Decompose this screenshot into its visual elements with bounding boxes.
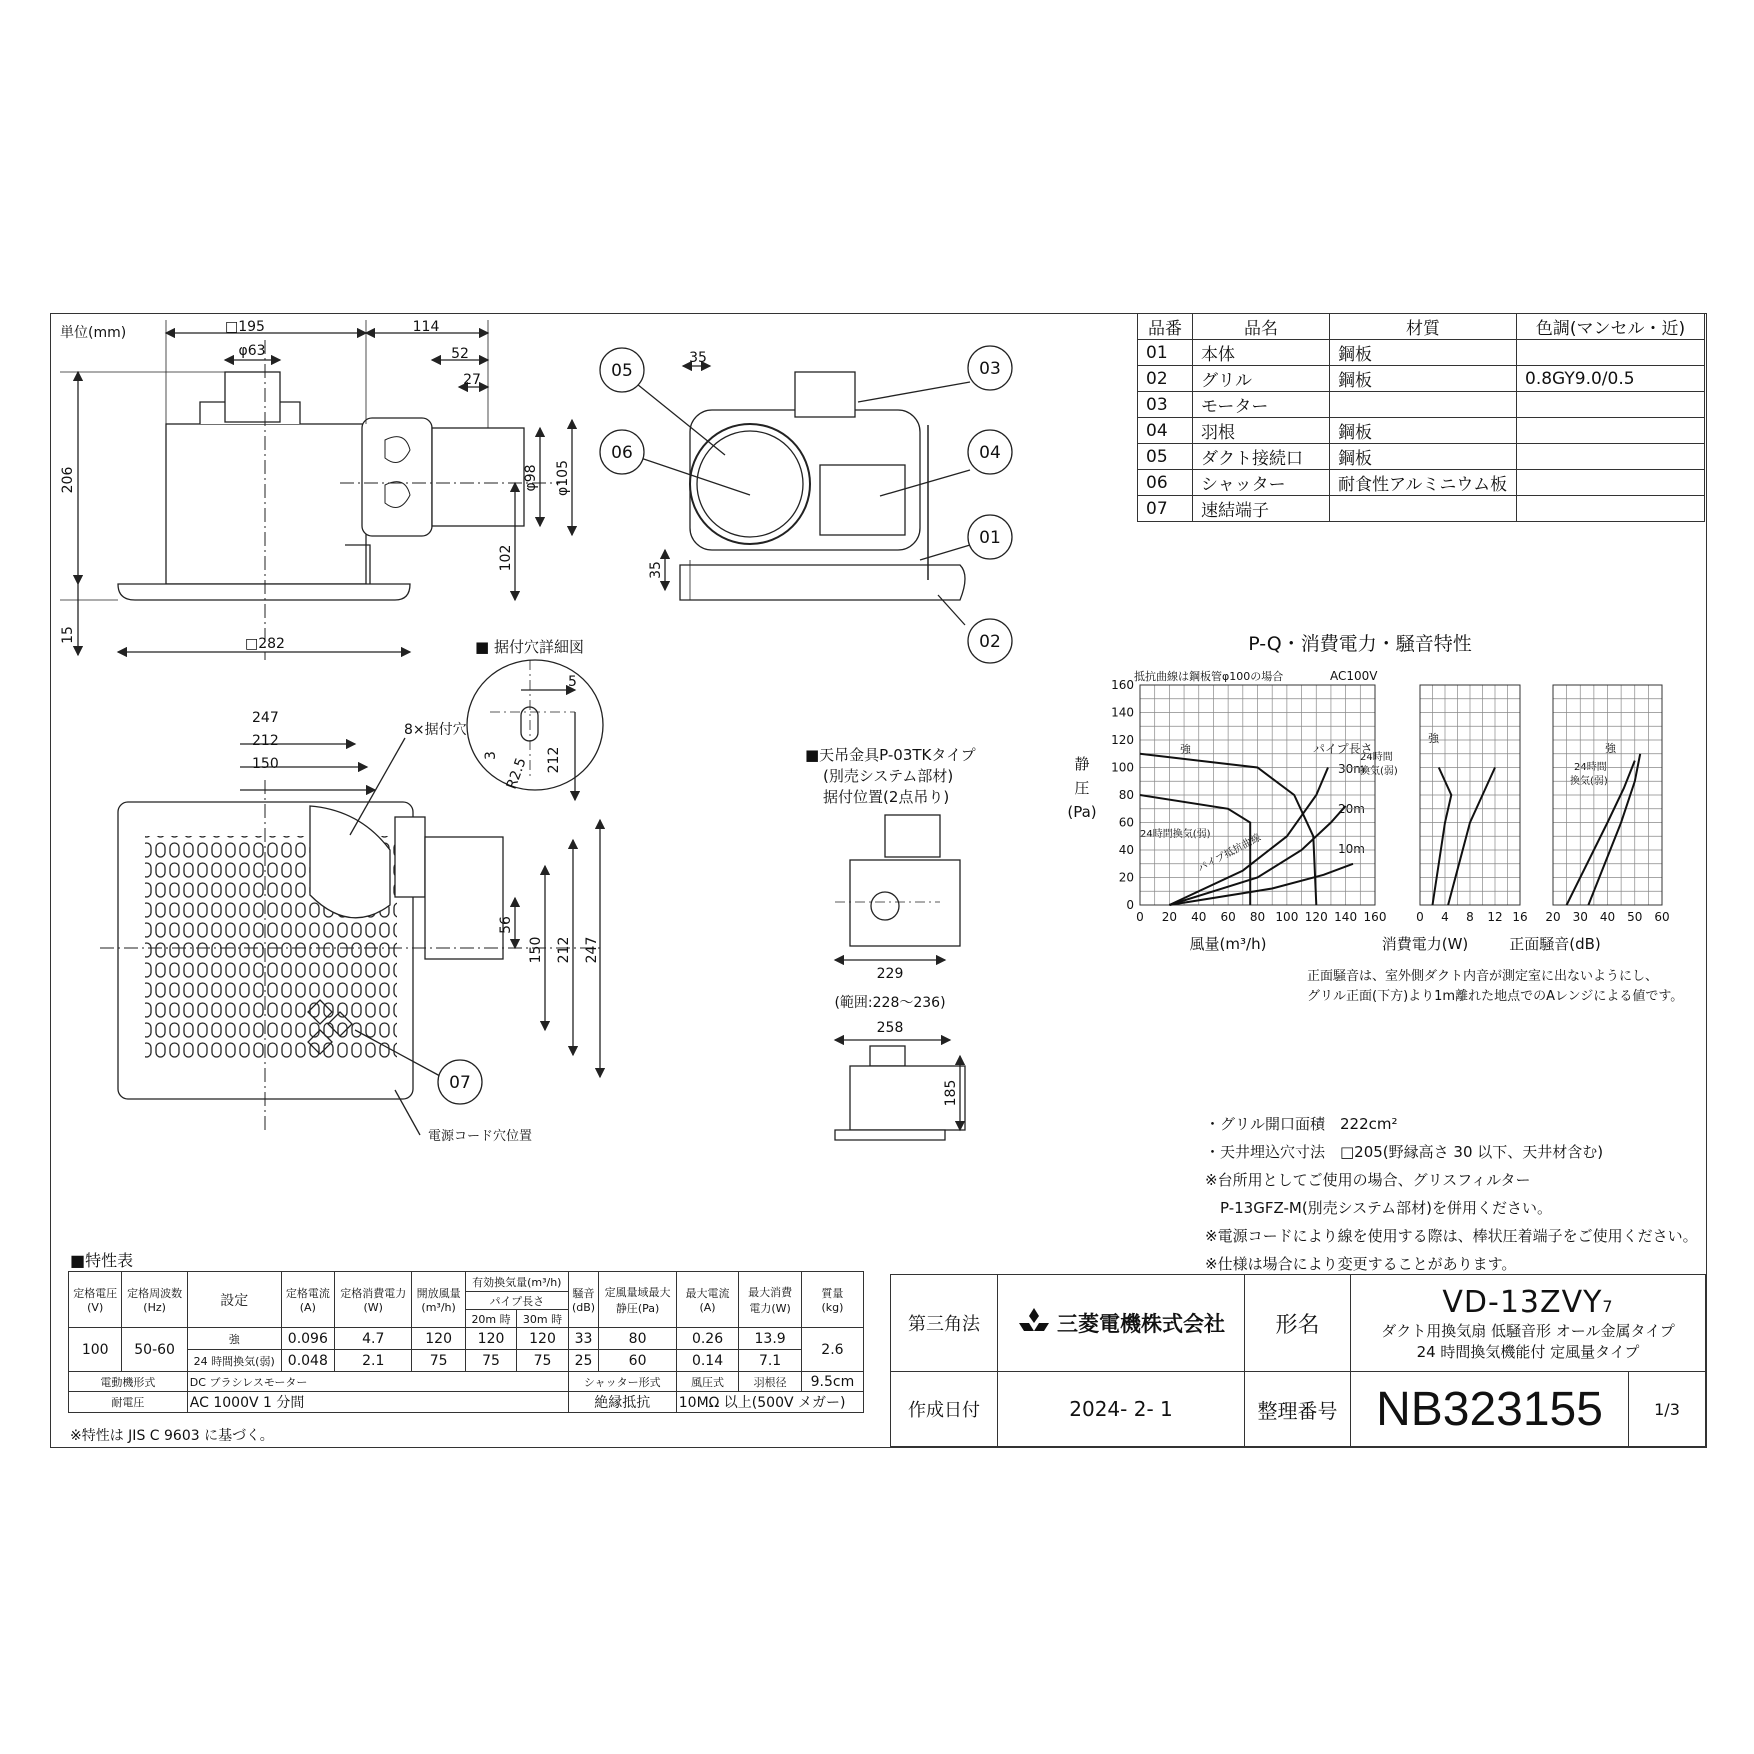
part-no: 06 bbox=[1138, 470, 1193, 496]
x-tick-label: 16 bbox=[1512, 910, 1528, 924]
dim-185: 185 bbox=[943, 1079, 959, 1107]
x-tick-label: 60 bbox=[1654, 910, 1670, 924]
blade-value: 9.5cm bbox=[801, 1372, 863, 1392]
h-20m: 20m 時 bbox=[465, 1310, 516, 1328]
part-material: 鋼板 bbox=[1330, 444, 1517, 470]
part-color bbox=[1517, 496, 1705, 522]
y-tick-label: 60 bbox=[1118, 815, 1134, 830]
insulation-label: 絶縁抵抗 bbox=[568, 1392, 676, 1413]
svg-text:05: 05 bbox=[611, 361, 633, 381]
label-20m: 20m bbox=[1338, 802, 1365, 816]
part-material bbox=[1330, 496, 1517, 522]
spec-power: 4.7 bbox=[335, 1328, 412, 1350]
model-desc-2: 24 時間換気機能付 定風量タイプ bbox=[1416, 1342, 1640, 1361]
part-color bbox=[1517, 470, 1705, 496]
part-no: 02 bbox=[1138, 366, 1193, 392]
dim-56: 56 bbox=[498, 916, 514, 934]
dim-102: 102 bbox=[498, 544, 514, 572]
model-info bbox=[1351, 1275, 1706, 1372]
dim-27: 27 bbox=[463, 372, 481, 388]
part-material: 鋼板 bbox=[1330, 418, 1517, 444]
projection-label: 第三角法 bbox=[891, 1275, 998, 1372]
part-material: 鋼板 bbox=[1330, 340, 1517, 366]
date-value: 2024- 2- 1 bbox=[998, 1372, 1245, 1447]
x-tick-label: 30 bbox=[1572, 910, 1588, 924]
x-tick-label: 20 bbox=[1545, 910, 1561, 924]
x-tick-label: 12 bbox=[1487, 910, 1503, 924]
dim-15: 15 bbox=[60, 626, 76, 644]
y-label-2: 圧 bbox=[1074, 779, 1090, 797]
x-tick-label: 50 bbox=[1627, 910, 1643, 924]
spec-20m: 75 bbox=[465, 1350, 516, 1372]
y-tick-label: 40 bbox=[1118, 843, 1134, 857]
page-number: 1/3 bbox=[1629, 1372, 1706, 1447]
svg-text:01: 01 bbox=[979, 528, 1001, 548]
side-view bbox=[632, 366, 970, 625]
dim-5: 5 bbox=[568, 674, 577, 690]
company-label: 三菱電機株式会社 bbox=[1057, 1312, 1225, 1336]
dim-212-v: 212 bbox=[556, 936, 572, 964]
shutter-label: シャッター形式 bbox=[568, 1372, 676, 1392]
spec-footnote: ※特性は JIS C 9603 に基づく。 bbox=[70, 1428, 274, 1444]
svg-text:07: 07 bbox=[449, 1073, 471, 1093]
spec-row-withstand bbox=[69, 1392, 864, 1413]
note-6: ※仕様は場合により変更することがあります。 bbox=[1205, 1255, 1517, 1273]
parts-header-no: 品番 bbox=[1138, 314, 1193, 340]
x-tick-label: 120 bbox=[1304, 910, 1328, 924]
svg-text:03: 03 bbox=[979, 359, 1001, 379]
note-4: P-13GFZ-M(別売システム部材)を併用ください。 bbox=[1205, 1199, 1553, 1217]
dim-150-h: 150 bbox=[252, 756, 279, 772]
spec-open: 120 bbox=[412, 1328, 465, 1350]
parts-row bbox=[1138, 340, 1705, 366]
x-tick-label: 40 bbox=[1191, 910, 1207, 924]
motor-label: 電動機形式 bbox=[69, 1372, 188, 1392]
h-max-power: 最大消費 電力(W) bbox=[739, 1272, 802, 1328]
label-strong: 強 bbox=[1180, 743, 1191, 756]
power-label-strong: 強 bbox=[1428, 732, 1439, 745]
chart-subtitle: 抵抗曲線は鋼板管φ100の場合 bbox=[1134, 670, 1284, 683]
spec-setting: 24 時間換気(弱) bbox=[187, 1350, 281, 1372]
h-pipe-len: パイプ長さ bbox=[465, 1292, 568, 1310]
insulation-value: 10MΩ 以上(500V メガー) bbox=[676, 1392, 863, 1413]
dim-phi98: φ98 bbox=[523, 464, 539, 492]
parts-table bbox=[1137, 313, 1705, 522]
noise-x-label: 正面騒音(dB) bbox=[1509, 935, 1601, 953]
spec-current: 0.096 bbox=[281, 1328, 334, 1350]
svg-text:02: 02 bbox=[979, 632, 1001, 652]
y-tick-label: 20 bbox=[1118, 870, 1134, 885]
dim-247-h: 247 bbox=[252, 710, 279, 726]
mount-hole-detail bbox=[467, 660, 603, 800]
model-label: 形名 bbox=[1245, 1275, 1351, 1372]
y-label-1: 静 bbox=[1074, 755, 1090, 773]
power-x-label: 消費電力(W) bbox=[1381, 935, 1469, 953]
spec-open: 75 bbox=[412, 1350, 465, 1372]
callout-05 bbox=[600, 348, 644, 392]
noise-note-1: 正面騒音は、室外側ダクト内音が測定室に出ないようにし、 bbox=[1307, 969, 1659, 984]
y-tick-label: 100 bbox=[1111, 760, 1134, 775]
model-name: VD-13ZVY7 bbox=[1442, 1284, 1614, 1320]
dim-212-detail: 212 bbox=[546, 746, 562, 774]
callout-03 bbox=[968, 346, 1012, 390]
svg-text:04: 04 bbox=[979, 443, 1001, 463]
noise-note-2: グリル正面(下方)より1m離れた地点でのAレンジによる値です。 bbox=[1307, 989, 1684, 1004]
part-no: 05 bbox=[1138, 444, 1193, 470]
dim-range: (範囲:228～236) bbox=[834, 995, 946, 1011]
motor-value: DC ブラシレスモーター bbox=[187, 1372, 568, 1392]
part-color bbox=[1517, 340, 1705, 366]
spec-row-weak bbox=[69, 1350, 864, 1372]
note-5: ※電源コードにより線を使用する際は、棒状圧着端子をご使用ください。 bbox=[1205, 1227, 1698, 1245]
spec-freq: 50-60 bbox=[122, 1328, 187, 1372]
h-const-press: 定風量域最大 静圧(Pa) bbox=[599, 1272, 676, 1328]
spec-max-current: 0.26 bbox=[676, 1328, 739, 1350]
dim-282: □282 bbox=[245, 636, 285, 652]
noise-label-24h-a: 24時間 bbox=[1574, 762, 1607, 773]
callout-02 bbox=[968, 619, 1012, 663]
parts-row bbox=[1138, 366, 1705, 392]
part-color bbox=[1517, 392, 1705, 418]
spec-max-current: 0.14 bbox=[676, 1350, 739, 1372]
callout-01 bbox=[968, 515, 1012, 559]
h-open-flow: 開放風量 (m³/h) bbox=[412, 1272, 465, 1328]
y-tick-label: 160 bbox=[1111, 678, 1134, 692]
label-30m: 30m bbox=[1338, 762, 1365, 776]
note-3: ※台所用としてご使用の場合、グリスフィルター bbox=[1205, 1171, 1531, 1189]
hanger-sub1: (別売システム部材) bbox=[823, 767, 954, 785]
parts-row bbox=[1138, 470, 1705, 496]
x-tick-label: 60 bbox=[1220, 910, 1236, 924]
number-label: 整理番号 bbox=[1245, 1372, 1351, 1447]
mount-hole-title: ■ 据付穴詳細図 bbox=[475, 638, 584, 656]
spec-press: 60 bbox=[599, 1350, 676, 1372]
part-name: 速結端子 bbox=[1193, 496, 1330, 522]
y-tick-label: 140 bbox=[1111, 705, 1134, 720]
x-tick-label: 0 bbox=[1416, 910, 1424, 924]
chart-supply: AC100V bbox=[1330, 669, 1378, 683]
part-no: 01 bbox=[1138, 340, 1193, 366]
dim-35-top: 35 bbox=[689, 350, 707, 366]
shutter-value: 風圧式 bbox=[676, 1372, 739, 1392]
dim-35-side: 35 bbox=[648, 561, 664, 579]
y-tick-label: 0 bbox=[1126, 898, 1134, 912]
x-tick-label: 140 bbox=[1334, 910, 1358, 924]
note-2: ・天井埋込穴寸法 □205(野縁高さ 30 以下、天井材含む) bbox=[1205, 1143, 1604, 1161]
dim-247-v: 247 bbox=[584, 936, 600, 964]
model-desc-1: ダクト用換気扇 低騒音形 オール金属タイプ bbox=[1381, 1321, 1675, 1340]
spec-30m: 120 bbox=[517, 1328, 568, 1350]
h-power: 定格消費電力 (W) bbox=[335, 1272, 412, 1328]
pq-x-label: 風量(m³/h) bbox=[1189, 935, 1267, 953]
dim-195: □195 bbox=[225, 319, 265, 335]
withstand-value: AC 1000V 1 分間 bbox=[187, 1392, 568, 1413]
power-label-24h-b: 換気(弱) bbox=[1360, 766, 1398, 777]
h-mass: 質量 (kg) bbox=[801, 1272, 863, 1328]
part-color bbox=[1517, 444, 1705, 470]
unit-label: 単位(mm) bbox=[60, 325, 127, 341]
x-tick-label: 8 bbox=[1466, 910, 1474, 924]
withstand-label: 耐電圧 bbox=[69, 1392, 188, 1413]
y-tick-label: 120 bbox=[1111, 733, 1134, 747]
part-name: 羽根 bbox=[1193, 418, 1330, 444]
part-material: 鋼板 bbox=[1330, 366, 1517, 392]
h-max-current: 最大電流 (A) bbox=[676, 1272, 739, 1328]
dim-3: 3 bbox=[483, 751, 499, 760]
spec-max-power: 13.9 bbox=[739, 1328, 802, 1350]
callout-04 bbox=[968, 430, 1012, 474]
part-no: 07 bbox=[1138, 496, 1193, 522]
series-line-0-4 bbox=[1169, 864, 1353, 905]
part-name: 本体 bbox=[1193, 340, 1330, 366]
x-tick-label: 100 bbox=[1275, 910, 1299, 924]
h-eff-flow: 有効換気量(m³/h) bbox=[465, 1272, 568, 1292]
spec-current: 0.048 bbox=[281, 1350, 334, 1372]
h-setting: 設定 bbox=[187, 1272, 281, 1328]
parts-row bbox=[1138, 496, 1705, 522]
y-tick-label: 80 bbox=[1118, 788, 1134, 802]
date-label: 作成日付 bbox=[891, 1372, 998, 1447]
part-color: 0.8GY9.0/0.5 bbox=[1517, 366, 1705, 392]
part-color bbox=[1517, 418, 1705, 444]
dim-258: 258 bbox=[876, 1020, 904, 1036]
h-30m: 30m 時 bbox=[517, 1310, 568, 1328]
cord-hole-label: 電源コード穴位置 bbox=[428, 1129, 533, 1144]
spec-noise: 25 bbox=[568, 1350, 599, 1372]
spec-press: 80 bbox=[599, 1328, 676, 1350]
chart-title: P-Q・消費電力・騒音特性 bbox=[1248, 633, 1472, 655]
model-suffix: 7 bbox=[1602, 1296, 1614, 1316]
spec-voltage: 100 bbox=[69, 1328, 122, 1372]
parts-header-color: 色調(マンセル・近) bbox=[1517, 314, 1705, 340]
spec-table bbox=[68, 1271, 864, 1413]
label-pipe-length: パイプ長さ bbox=[1313, 742, 1373, 756]
x-tick-label: 20 bbox=[1161, 910, 1178, 924]
hanger-sub2: 据付位置(2点吊り) bbox=[823, 788, 950, 806]
part-name: シャッター bbox=[1193, 470, 1330, 496]
part-material bbox=[1330, 392, 1517, 418]
hanger-title: ■天吊金具P-03TKタイプ bbox=[805, 746, 976, 764]
company-name bbox=[998, 1275, 1245, 1372]
bottom-view bbox=[100, 738, 600, 1135]
power-label-24h-a: 24時間 bbox=[1360, 752, 1393, 763]
drawing-number: NB323155 bbox=[1351, 1372, 1629, 1447]
spec-30m: 75 bbox=[517, 1350, 568, 1372]
spec-mass: 2.6 bbox=[801, 1328, 863, 1372]
noise-label-24h-b: 換気(弱) bbox=[1570, 776, 1608, 787]
part-name: ダクト接続口 bbox=[1193, 444, 1330, 470]
parts-row bbox=[1138, 418, 1705, 444]
parts-row bbox=[1138, 444, 1705, 470]
spec-row-motor bbox=[69, 1372, 864, 1392]
callout-06 bbox=[600, 430, 644, 474]
label-24h: 24時間換気(弱) bbox=[1140, 829, 1211, 840]
dim-206: 206 bbox=[60, 466, 76, 494]
dim-52: 52 bbox=[451, 346, 469, 362]
spec-power: 2.1 bbox=[335, 1350, 412, 1372]
dim-229: 229 bbox=[876, 966, 904, 982]
callout-07 bbox=[438, 1060, 482, 1104]
dim-212-h: 212 bbox=[252, 733, 279, 749]
part-no: 03 bbox=[1138, 392, 1193, 418]
x-tick-label: 4 bbox=[1441, 910, 1449, 924]
label-10m: 10m bbox=[1338, 842, 1365, 856]
dim-phi63: φ63 bbox=[238, 343, 266, 359]
part-name: モーター bbox=[1193, 392, 1330, 418]
title-block bbox=[890, 1274, 1706, 1447]
front-view bbox=[60, 320, 572, 660]
h-noise: 騒音 (dB) bbox=[568, 1272, 599, 1328]
x-tick-label: 40 bbox=[1599, 910, 1616, 924]
y-label-3: (Pa) bbox=[1067, 803, 1097, 821]
spec-setting: 強 bbox=[187, 1328, 281, 1350]
spec-title: ■特性表 bbox=[70, 1251, 134, 1270]
x-tick-label: 80 bbox=[1249, 910, 1266, 924]
h-freq: 定格周波数 (Hz) bbox=[122, 1272, 187, 1328]
part-no: 04 bbox=[1138, 418, 1193, 444]
label-pipe-curve: パイプ抵抗曲線 bbox=[1196, 832, 1263, 875]
mitsubishi-logo-icon bbox=[1017, 1308, 1051, 1338]
dim-phi105: φ105 bbox=[555, 460, 571, 496]
spec-20m: 120 bbox=[465, 1328, 516, 1350]
parts-header-row bbox=[1138, 314, 1705, 340]
note-1: ・グリル開口面積 222cm² bbox=[1205, 1115, 1398, 1133]
dim-114: 114 bbox=[412, 319, 440, 335]
blade-label: 羽根径 bbox=[739, 1372, 802, 1392]
h-current: 定格電流 (A) bbox=[281, 1272, 334, 1328]
svg-text:06: 06 bbox=[611, 443, 633, 463]
parts-header-material: 材質 bbox=[1330, 314, 1517, 340]
spec-noise: 33 bbox=[568, 1328, 599, 1350]
spec-row-strong bbox=[69, 1328, 864, 1350]
parts-header-name: 品名 bbox=[1193, 314, 1330, 340]
parts-row bbox=[1138, 392, 1705, 418]
part-name: グリル bbox=[1193, 366, 1330, 392]
dim-r25: R2.5 bbox=[503, 755, 530, 792]
spec-max-power: 7.1 bbox=[739, 1350, 802, 1372]
x-tick-label: 0 bbox=[1136, 910, 1144, 924]
mount-holes-label: 8×据付穴 bbox=[404, 722, 467, 738]
x-tick-label: 160 bbox=[1363, 910, 1387, 924]
part-material: 耐食性アルミニウム板 bbox=[1330, 470, 1517, 496]
noise-label-strong: 強 bbox=[1605, 742, 1616, 755]
dim-150-v: 150 bbox=[528, 936, 544, 964]
h-voltage: 定格電圧 (V) bbox=[69, 1272, 122, 1328]
